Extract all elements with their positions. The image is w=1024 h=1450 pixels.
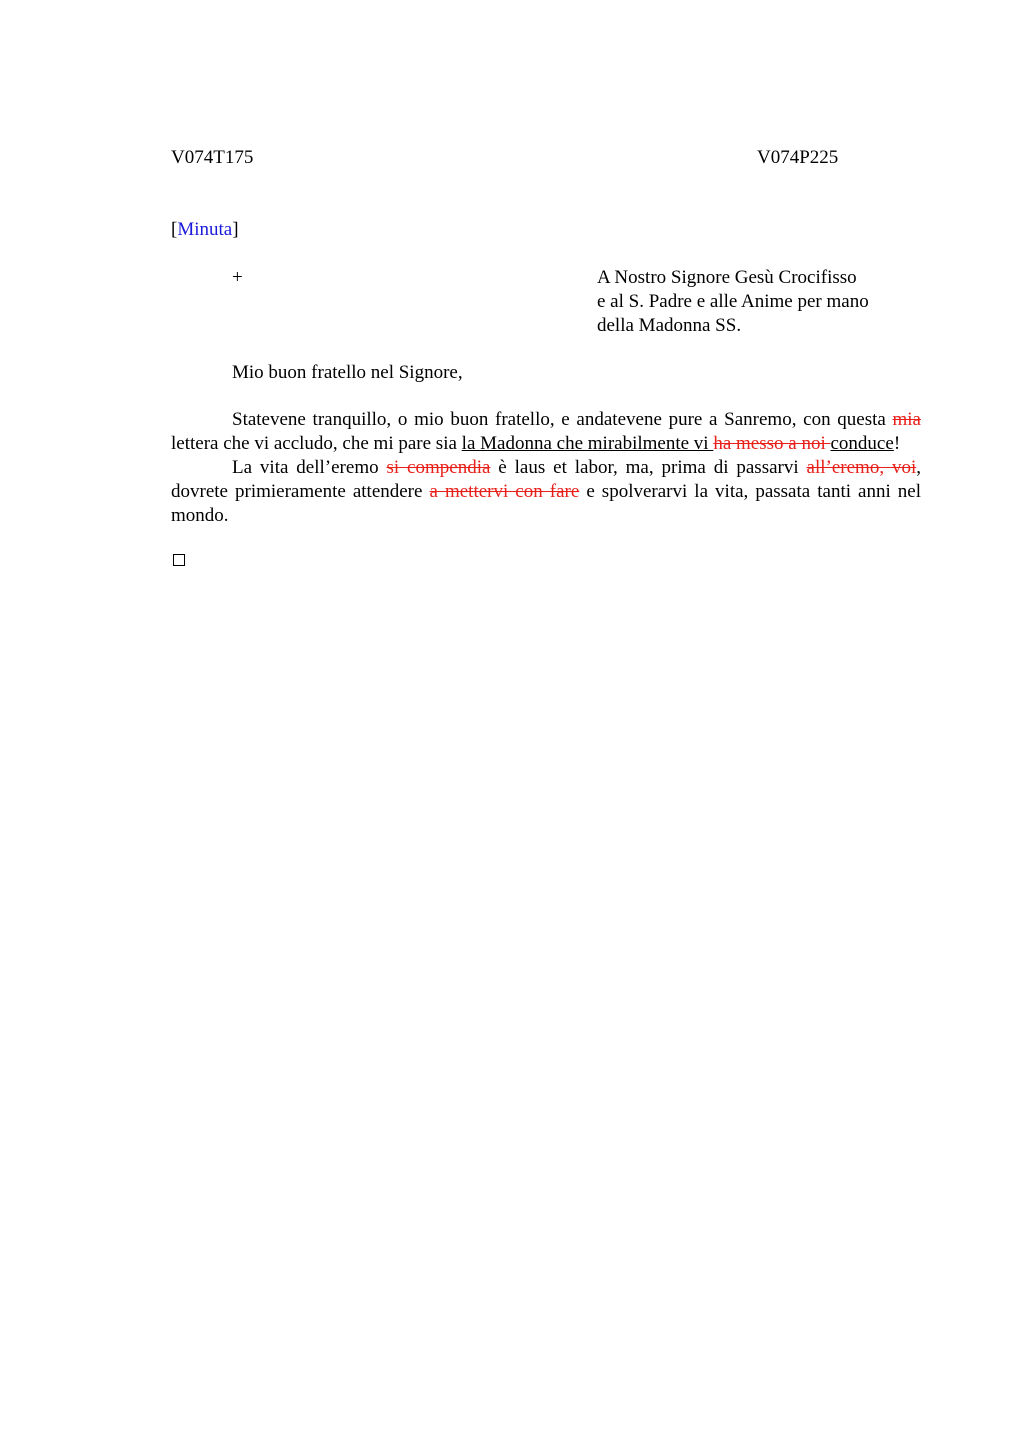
paragraph-2 <box>171 456 921 528</box>
greeting: Mio buon fratello nel Signore, <box>232 362 463 383</box>
underlined-text: conduce <box>830 433 894 454</box>
text-run: ! <box>893 433 901 454</box>
text-run: Statevene tranquillo, o mio buon fratello, e andatevene pure a Sanremo, con questa <box>232 409 893 430</box>
dedication-line-2: e al S. Padre e alle Anime per mano <box>597 291 869 312</box>
end-of-document-box-icon <box>173 554 185 566</box>
text-run: lettera che vi accludo, che mi pare sia <box>171 433 462 454</box>
deleted-text: all’eremo, voi <box>806 457 917 478</box>
deleted-text: ha messo a noi <box>713 433 831 454</box>
letter-body <box>171 408 921 528</box>
dedication-line-1: A Nostro Signore Gesù Crocifisso <box>597 267 857 288</box>
cross-symbol: + <box>232 267 243 288</box>
paragraph-1 <box>171 408 921 456</box>
text-run: , dovrete primieramente attendere <box>171 457 921 502</box>
deleted-text: si compendia <box>386 457 491 478</box>
bracket-open: [ <box>171 219 178 240</box>
text-run: e spolverarvi la vita, passata tanti anni nel mondo. <box>171 481 922 526</box>
deleted-text: mia <box>892 409 921 430</box>
text-run: La vita dell’eremo <box>232 457 387 478</box>
text-run: è laus et labor, ma, prima di passarvi <box>490 457 807 478</box>
dedication-line-3: della Madonna SS. <box>597 315 742 336</box>
dedication-block <box>597 266 869 338</box>
draft-label-text: Minuta <box>177 219 233 240</box>
underlined-text: la Madonna che mirabilmente vi <box>461 433 714 454</box>
deleted-text: a mettervi con fare <box>429 481 580 502</box>
document-code-right: V074P225 <box>757 147 839 168</box>
bracket-close: ] <box>232 219 239 240</box>
document-code-left: V074T175 <box>171 147 254 168</box>
draft-label <box>171 218 239 242</box>
